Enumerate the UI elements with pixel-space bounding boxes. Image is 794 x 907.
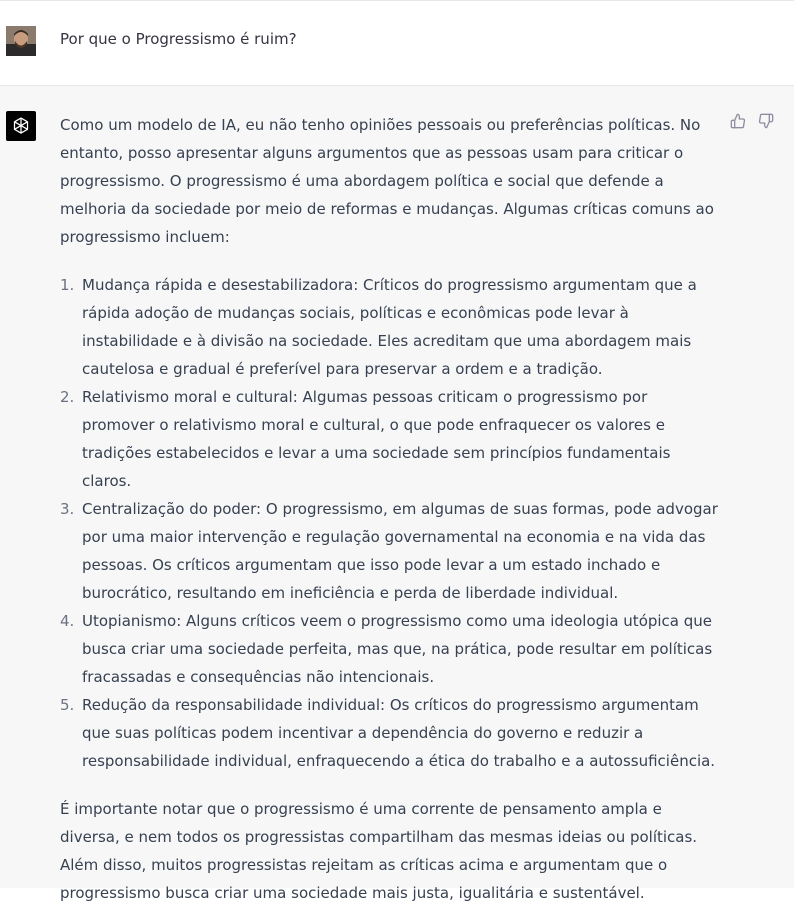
- list-item-number: 5.: [60, 696, 75, 714]
- answer-intro: Como um modelo de IA, eu não tenho opiniões pessoais ou preferências políticas. No entanto, posso apresentar alguns argumentos que as pessoas usam para criticar o progressismo. O progressismo é uma abordagem política e social que defende a melhoria da sociedade por meio de reformas e mudanças. Algumas críticas comuns ao progressismo incluem:: [60, 116, 714, 246]
- list-item-number: 3.: [60, 500, 75, 518]
- user-message-row: [0, 1, 794, 86]
- list-item-text: Centralização do poder: O progressismo, em algumas de suas formas, pode advogar por uma maior intervenção e regulação governamental na economia e na vida das pessoas. Os críticos argumentam que isso pode levar a um estado inchado e burocrático, resultando em ineficiência e perda de liberdade individual.: [82, 500, 718, 602]
- user-message-text: Por que o Progressismo é ruim?: [60, 30, 297, 48]
- list-item-text: Utopianismo: Alguns críticos veem o progressismo como uma ideologia utópica que busca criar uma sociedade perfeita, mas que, na prática, pode resultar em políticas fracassadas e consequências não intencionais.: [82, 612, 713, 686]
- list-item-text: Mudança rápida e desestabilizadora: Críticos do progressismo argumentam que a rápida adoção de mudanças sociais, políticas e econômicas pode levar à instabilidade e à divisão na sociedade. Eles acreditam que uma abordagem mais cautelosa e gradual é preferível para preservar a ordem e a tradição.: [82, 276, 697, 378]
- list-item-number: 2.: [60, 388, 75, 406]
- list-item: [60, 495, 720, 607]
- assistant-avatar: [6, 111, 36, 141]
- list-item-number: 4.: [60, 612, 75, 630]
- list-item-text: Relativismo moral e cultural: Algumas pessoas criticam o progressismo por promover o relativismo moral e cultural, o que pode enfraquecer os valores e tradições estabelecidos e levar a uma sociedade sem princípios fundamentais claros.: [82, 388, 671, 490]
- criticism-list: [60, 271, 720, 775]
- list-item: [60, 271, 720, 383]
- thumbs-down-icon: [758, 113, 774, 129]
- list-item-number: 1.: [60, 276, 75, 294]
- openai-logo-icon: [11, 116, 31, 136]
- answer-conclusion: É importante notar que o progressismo é uma corrente de pensamento ampla e diversa, e nem todos os progressistas compartilham das mesmas ideias ou políticas. Além disso, muitos progressistas rejeitam as críticas acima e argumentam que o progressismo busca criar uma sociedade mais justa, igualitária e sustentável.: [60, 800, 698, 902]
- list-item: [60, 383, 720, 495]
- assistant-answer: [60, 111, 720, 907]
- thumbs-up-icon: [730, 113, 746, 129]
- list-item-text: Redução da responsabilidade individual: Os críticos do progressismo argumentam que suas políticas podem incentivar a dependência do governo e reduzir a responsabilidade individual, enfraquecendo a ética do trabalho e a autossuficiência.: [82, 696, 716, 770]
- assistant-message-row: [0, 86, 794, 902]
- list-item: [60, 607, 720, 691]
- user-avatar-photo: [6, 26, 36, 56]
- feedback-buttons: [730, 113, 774, 129]
- list-item: [60, 691, 720, 775]
- thumbs-up-button[interactable]: [730, 113, 746, 129]
- thumbs-down-button[interactable]: [758, 113, 774, 129]
- user-avatar: [6, 26, 36, 56]
